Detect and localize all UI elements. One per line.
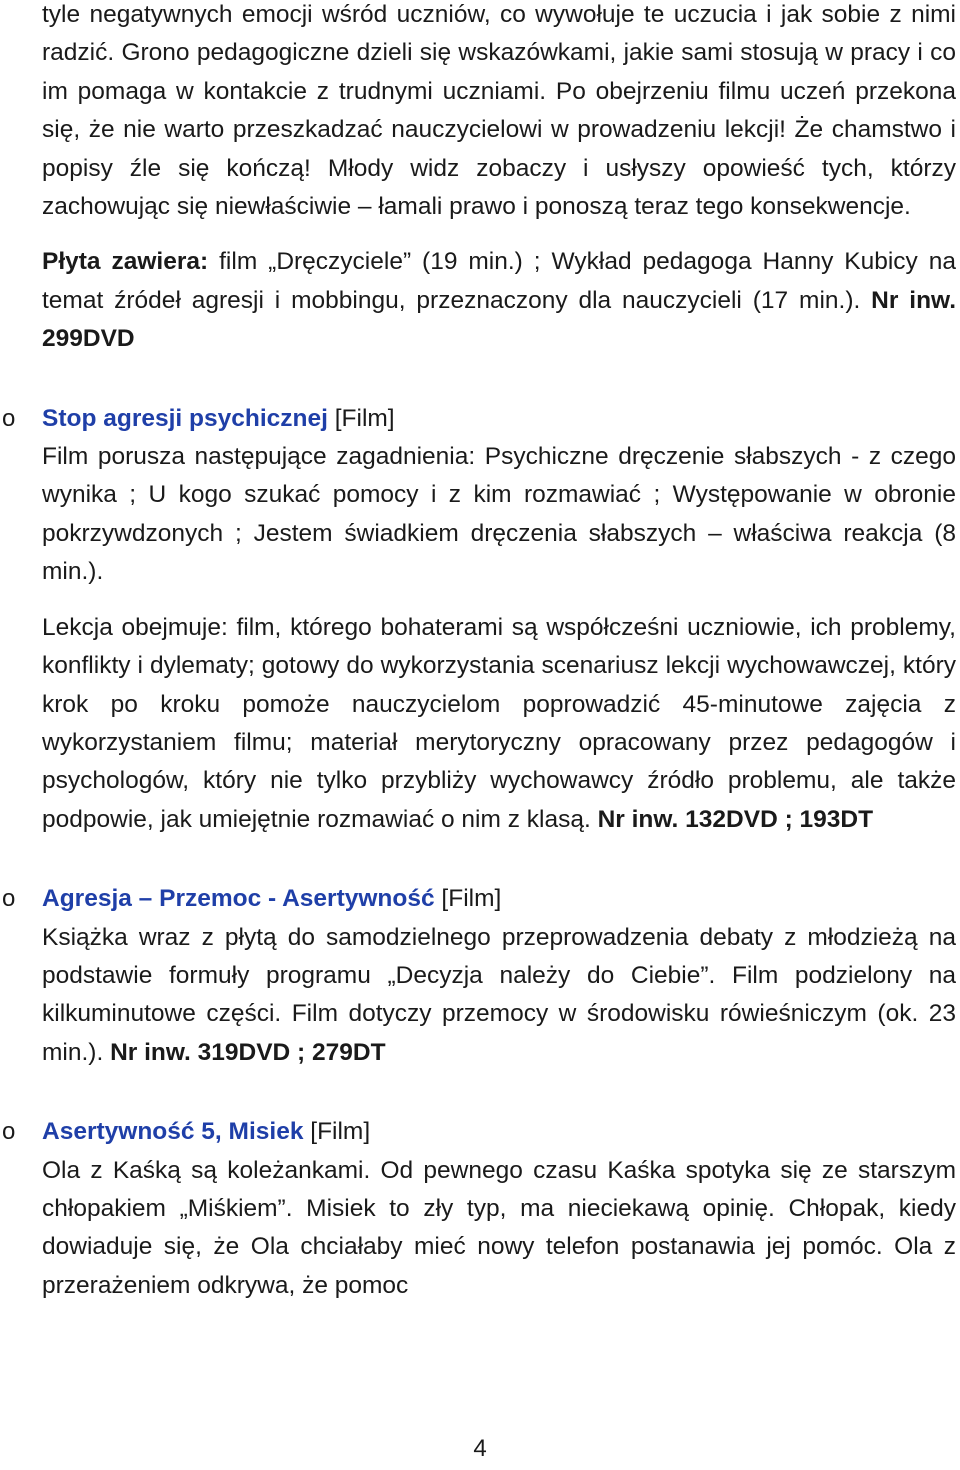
entry-type: [Film]	[434, 885, 502, 913]
intro-paragraph: tyle negatywnych emocji wśród uczniów, co wywołuje te uczucia i jak sobie z nimi radzić. Grono pedagogiczne dzieli się wskazówkami, jakie sami stosują w pracy i co im pomaga w kontakcie z trudnymi uczniami. Po obejrzeniu filmu uczeń przekona się, że nie warto przeszkadzać nauczycielowi w prowadzeniu lekcji! Że chamstwo i popisy źle się kończą! Młody widz zobaczy i usłyszy opowieść tych, którzy zachowując się niewłaściwie – łamali prawo i ponoszą teraz tego konsekwencje.	[42, 1, 956, 221]
entry-description: Ola z Kaśką są koleżankami. Od pewnego czasu Kaśka spotyka się ze starszym chłopakiem „Miśkiem”. Misiek to zły typ, ma nieciekawą opinię. Chłopak, kiedy dowiaduje się, że Ola chciałaby mieć nowy telefon postanawia jej pomóc. Ola z przerażeniem odkrywa, że pomoc	[42, 1156, 956, 1299]
catalog-entry-stop-agresji	[2, 400, 956, 839]
entry-description-text: Książka wraz z płytą do samodzielnego przeprowadzenia debaty z młodzieżą na podstawie formuły programu „Decyzja należy do Ciebie”. Film podzielony na kilkuminutowe części. Film dotyczy przemocy w środowisku rówieśniczym (ok. 23 min.).	[42, 923, 956, 1066]
disc-contents-paragraph	[42, 243, 956, 358]
entry-type: [Film]	[327, 404, 395, 432]
inventory-number: Nr inw. 319DVD ; 279DT	[110, 1038, 386, 1066]
entry-type: [Film]	[303, 1118, 371, 1146]
bullet-icon: o	[2, 885, 16, 913]
entry-description-text: Lekcja obejmuje: film, którego bohaterami są współcześni uczniowie, ich problemy, konflikty i dylematy; gotowy do wykorzystania scenariusz lekcji wychowawczej, który krok po kroku pomoże nauczycielom poprowadzić 45-minutowe zajęcia z wykorzystaniem filmu; materiał merytoryczny opracowany przez pedagogów i psychologów, który nie tylko przybliży wychowawcy źródło problemu, ale także podpowie, jak umiejętnie rozmawiać o nim z klasą.	[42, 613, 956, 833]
inventory-number: Nr inw. 132DVD ; 193DT	[597, 805, 874, 833]
entry-title-line	[2, 880, 956, 918]
entry-description	[42, 919, 956, 1073]
entry-title-line	[2, 1113, 956, 1151]
document-page	[2, 0, 957, 1305]
bullet-icon: o	[2, 404, 16, 432]
catalog-entry-asertywnosc-misiek	[2, 1113, 956, 1305]
catalog-entry-agresja-przemoc	[2, 880, 956, 1072]
entry-title[interactable]: Asertywność 5, Misiek	[42, 1118, 304, 1146]
disc-contents-text: film „Dręczyciele” (19 min.) ; Wykład pedagoga Hanny Kubicy na temat źródeł agresji i mobbingu, przeznaczony dla nauczycieli (17 min.).	[42, 248, 956, 314]
entry-title[interactable]: Agresja – Przemoc - Asertywność	[42, 885, 435, 913]
bullet-icon: o	[2, 1118, 16, 1146]
entry-description	[42, 609, 956, 839]
entry-title[interactable]: Stop agresji psychicznej	[42, 404, 328, 432]
inventory-number: Nr inw. 299DVD	[42, 286, 957, 353]
entry-title-line	[2, 400, 956, 438]
page-number: 4	[473, 1435, 487, 1462]
entry-description: Film porusza następujące zagadnienia: Psychiczne dręczenie słabszych - z czego wynika ; U kogo szukać pomocy i z kim rozmawiać ; Występowanie w obronie pokrzywdzonych ; Jestem świadkiem dręczenia słabszych – właściwa reakcja (8 min.).	[42, 443, 956, 586]
disc-contents-label: Płyta zawiera:	[42, 248, 209, 276]
